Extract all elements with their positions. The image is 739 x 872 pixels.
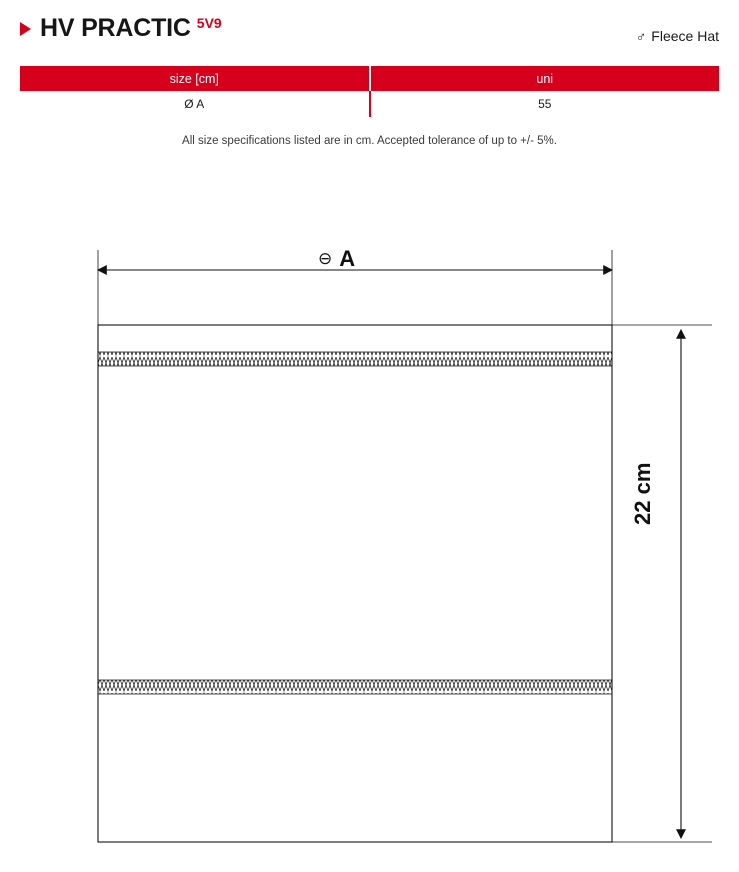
play-triangle-icon bbox=[20, 22, 31, 36]
table-row bbox=[20, 91, 719, 117]
height-dimension-label: 22 cm bbox=[630, 462, 655, 525]
table-cell-measure-value: 55 bbox=[538, 97, 552, 111]
table-cell-measure-name: Ø A bbox=[20, 91, 370, 117]
table-header-cell-uni: uni bbox=[370, 66, 720, 91]
tolerance-note: All size specifications listed are in cm. Accepted tolerance of up to +/- 5%. bbox=[182, 135, 557, 147]
size-table bbox=[20, 66, 719, 117]
product-type-block bbox=[636, 28, 719, 44]
male-symbol-icon: ♂ bbox=[635, 28, 647, 44]
product-code: 5V9 bbox=[196, 15, 222, 31]
width-dimension-label bbox=[318, 246, 355, 272]
lower-seam-band bbox=[98, 680, 612, 694]
product-name: Fleece Hat bbox=[651, 28, 719, 44]
hat-diagram-svg bbox=[0, 230, 739, 860]
circumference-arc-icon: ⊖ bbox=[318, 249, 333, 268]
hat-body-outline bbox=[98, 325, 612, 842]
witness-lines bbox=[98, 250, 712, 842]
page-header bbox=[0, 0, 739, 56]
brand-block bbox=[20, 14, 222, 42]
table-header-cell-size: size [cm] bbox=[20, 66, 370, 91]
width-dimension-value: A bbox=[339, 246, 356, 271]
page-title: HV PRACTIC bbox=[40, 14, 191, 42]
table-header-row bbox=[20, 66, 719, 91]
technical-drawing bbox=[0, 230, 739, 860]
upper-seam-band bbox=[98, 352, 612, 366]
